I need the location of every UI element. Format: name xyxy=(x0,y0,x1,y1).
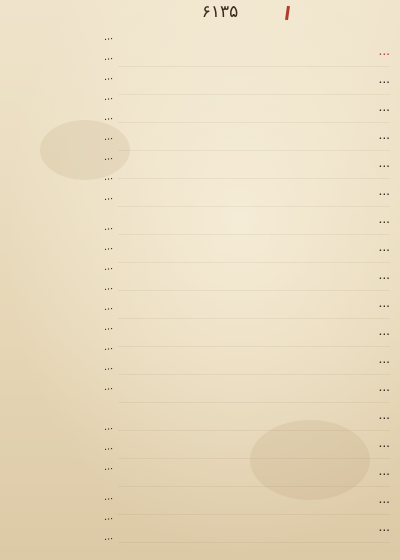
main-text-line: ... xyxy=(118,316,390,347)
main-text-line: ... xyxy=(118,92,390,123)
main-text-line: ... xyxy=(118,260,390,291)
main-text-line: ... xyxy=(118,204,390,235)
main-text-line: ... xyxy=(118,512,390,543)
main-text-line: ... xyxy=(118,428,390,459)
main-text-line: ... xyxy=(118,344,390,375)
main-text-line: ... xyxy=(118,484,390,515)
margin-note-line: ... xyxy=(103,240,114,254)
margin-note-line: ... xyxy=(103,320,114,334)
margin-note-line: ... xyxy=(103,440,114,454)
margin-note-line: ... xyxy=(103,380,114,394)
main-text-line: ... xyxy=(118,400,390,431)
margin-note-line: ... xyxy=(103,30,114,44)
margin-note-line: ... xyxy=(103,420,114,434)
main-text-line: ... xyxy=(118,232,390,263)
red-ink-mark xyxy=(285,6,290,20)
main-text-line: ... xyxy=(118,64,390,95)
margin-note-line: ... xyxy=(103,70,114,84)
main-text-line: ... xyxy=(118,120,390,151)
main-text-line: ... xyxy=(118,288,390,319)
marginal-notes xyxy=(8,30,112,550)
folio-number: ۶۱۳۵ xyxy=(201,2,239,22)
margin-note-line: ... xyxy=(103,300,114,314)
margin-note-line: ... xyxy=(103,130,114,144)
margin-note-line: ... xyxy=(103,280,114,294)
main-text-line: ... xyxy=(118,456,390,487)
margin-note-line: ... xyxy=(103,360,114,374)
main-text-block xyxy=(118,36,390,554)
margin-note-line: ... xyxy=(103,50,114,64)
margin-note-line: ... xyxy=(103,170,114,184)
margin-note-line: ... xyxy=(103,190,114,204)
margin-note-line: ... xyxy=(103,110,114,124)
margin-note-line: ... xyxy=(103,150,114,164)
main-text-line: ... xyxy=(118,372,390,403)
margin-note-line: ... xyxy=(103,260,114,274)
main-text-line: ... xyxy=(118,36,390,67)
margin-note-line: ... xyxy=(103,460,114,474)
margin-note-line: ... xyxy=(103,220,114,234)
margin-note-line: ... xyxy=(103,510,114,524)
margin-note-line: ... xyxy=(103,490,114,504)
margin-note-line: ... xyxy=(103,90,114,104)
margin-note-line: ... xyxy=(103,340,114,354)
margin-note-line: ... xyxy=(103,530,114,544)
main-text-line: ... xyxy=(118,176,390,207)
main-text-line: ... xyxy=(118,148,390,179)
